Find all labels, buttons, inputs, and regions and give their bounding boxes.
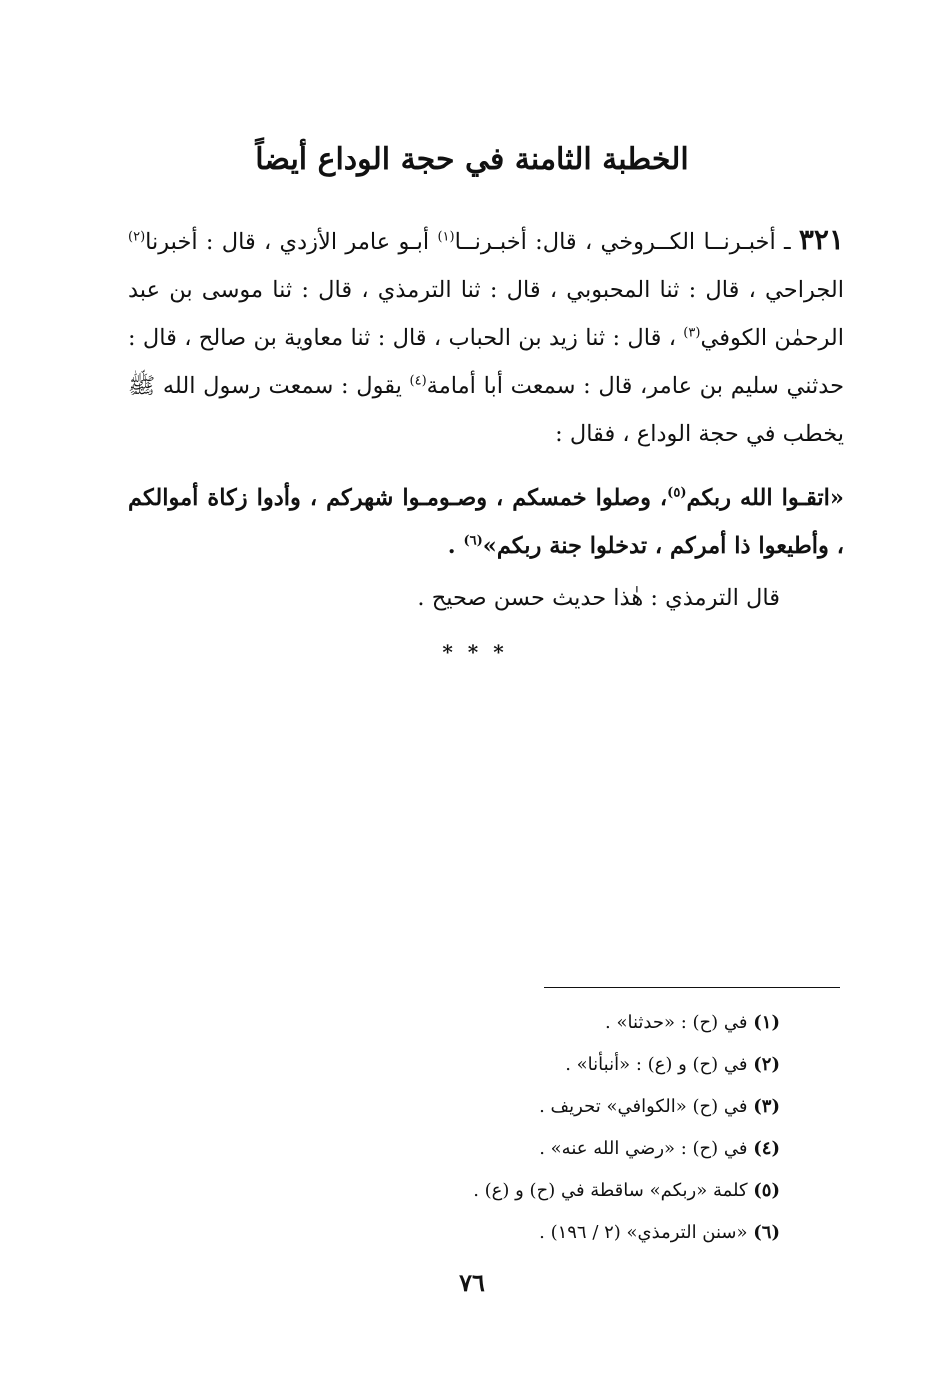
section-separator: * * * [442,640,508,664]
isnad-text-5: يقول : سمعت رسول الله ﷺ يخطب في حجة الوداع ، فقال : [128,373,844,447]
isnad-paragraph [128,216,844,458]
footnote-ref-3[interactable]: (٣) [683,325,701,341]
footnote-text: في (ح) : «رضي الله عنه» . [539,1138,748,1159]
grading-text: قال الترمذي : هٰذا حديث حسن صحيح . [417,585,780,611]
page-title: الخطبة الثامنة في حجة الوداع أيضاً [255,142,689,177]
footnote-ref-4[interactable]: (٤) [409,373,427,389]
footnote-item [300,1086,780,1128]
footnote-text: في (ح) : «حدثنا» . [605,1012,748,1033]
matn-paragraph [128,474,844,570]
hadith-grading [128,574,844,622]
matn-text-1: «اتقـوا الله ربكم [686,485,844,511]
footnote-number: (١) [753,1012,780,1033]
footnote-ref-5[interactable]: (٥) [667,485,687,501]
footnotes-list [300,1002,780,1254]
footnote-item [300,1212,780,1254]
footnote-ref-1[interactable]: (١) [437,229,455,245]
hadith-body [128,216,844,586]
footnote-number: (٣) [753,1096,780,1117]
footnote-number: (٦) [753,1222,780,1243]
footnote-item [300,1128,780,1170]
footnote-text: في (ح) و (ع) : «أنبأنا» . [565,1054,748,1075]
matn-text-2: ، وصلوا خمسكم ، وصـومـوا شهركم ، وأدوا زكاة أموالكم ، وأطيعوا ذا أمركم ، تدخلوا جنة ربكم» [128,485,844,559]
footnote-number: (٤) [753,1138,780,1159]
isnad-text-1: ـ أخبـرنــا الكــروخي ، قال: أخبـرنــا [454,229,791,255]
footnote-text: «سنن الترمذي» (٢ / ١٩٦) . [539,1222,748,1243]
hadith-number: ٣٢١ [798,223,845,256]
page-number: ٧٦ [459,1268,485,1297]
footnote-item [300,1170,780,1212]
footnote-item [300,1044,780,1086]
footnote-divider [544,987,840,988]
footnote-ref-2[interactable]: (٢) [128,229,146,245]
isnad-text-3: الجراحي ، قال : ثنا المحبوبي ، قال : ثنا الترمذي ، قال : ثنا موسى بن عبد الرحمٰن الكوفي [128,277,844,351]
footnote-item [300,1002,780,1044]
footnote-text: في (ح) «الكوافي» تحريف . [539,1096,748,1117]
footnote-number: (٢) [753,1054,780,1075]
footnote-text: كلمة «ربكم» ساقطة في (ح) و (ع) . [473,1180,748,1201]
footnote-number: (٥) [753,1180,780,1201]
isnad-text-2: أبـو عامر الأزدي ، قال : أخبرنا [145,229,430,255]
matn-end: . [447,533,464,559]
isnad-text-4: ، قال : ثنا زيد بن الحباب ، قال : ثنا معاوية بن صالح ، قال : حدثني سليم بن عامر، قال : سمعت أبا أمامة [128,325,844,399]
footnote-ref-6[interactable]: (٦) [463,533,483,549]
